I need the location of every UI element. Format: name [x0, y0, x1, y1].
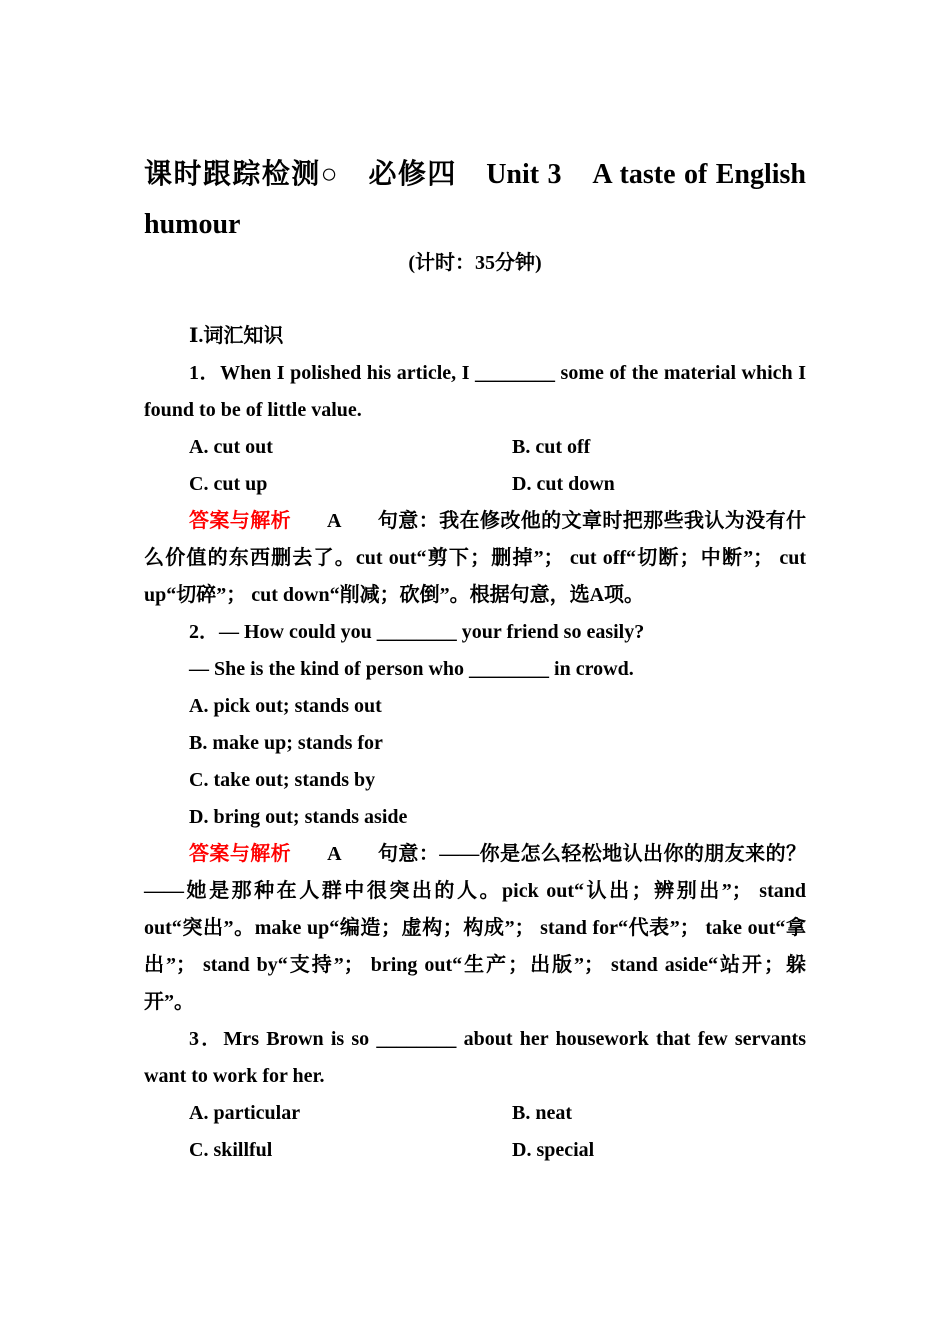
document-body [144, 318, 806, 1169]
answer-label: 答案与解析 [189, 510, 292, 532]
option-a: A. cut out [189, 436, 273, 458]
question-3-options-row-1 [144, 1095, 806, 1132]
question-3-stem: 3．Mrs Brown is so ________ about her housework that few servants want to work for her. [144, 1028, 806, 1087]
answer-label: 答案与解析 [189, 843, 292, 865]
option-c: C. take out; stands by [189, 769, 376, 791]
option-b: B. make up; stands for [189, 732, 383, 754]
question-2-stem-line-2: — She is the kind of person who ________ in crowd. [189, 658, 634, 680]
question-1-answer [144, 503, 806, 614]
option-a: A. pick out; stands out [189, 695, 382, 717]
option-a: A. particular [189, 1102, 301, 1124]
option-b: B. cut off [512, 436, 591, 458]
option-d: D. special [512, 1139, 595, 1161]
timing-note: (计时：35分钟) [408, 252, 542, 274]
question-1-stem: 1．When I polished his article, I ________ some of the material which I found to be of little value. [144, 362, 806, 421]
option-c: C. skillful [189, 1139, 273, 1161]
answer-letter: A [327, 843, 342, 865]
option-b: B. neat [512, 1102, 572, 1124]
question-1-options-row-1 [144, 429, 806, 466]
answer-letter: A [327, 510, 342, 532]
section-heading: Ⅰ.词汇知识 [189, 325, 284, 347]
option-d: D. cut down [512, 473, 615, 495]
answer-explanation: 句意：我在修改他的文章时把那些我认为没有什么价值的东西删去了。cut out“剪下；删掉”； cut off“切断；中断”； cut up“切碎”； cut down“削减；砍倒”。根据句意，选A项。 [144, 510, 807, 606]
answer-explanation: 句意：——你是怎么轻松地认出你的朋友来的？——她是那种在人群中很突出的人。pick out“认出；辨别出”； stand out“突出”。make up“编造；虚构；构成”； stand for“代表”； take out“拿出”； stand by“支持”； bring out“生产；出版”； stand aside“站开；躲开”。 [144, 843, 806, 1013]
question-2-answer [144, 836, 806, 1021]
option-d: D. bring out; stands aside [189, 806, 408, 828]
question-2-stem-line-1: 2．— How could you ________ your friend so easily? [189, 621, 645, 643]
question-1-options-row-2 [144, 466, 806, 503]
page-title: 课时跟踪检测○ 必修四 Unit 3 A taste of English humour [144, 159, 806, 240]
question-3-options-row-2 [144, 1132, 806, 1169]
option-c: C. cut up [189, 473, 268, 495]
